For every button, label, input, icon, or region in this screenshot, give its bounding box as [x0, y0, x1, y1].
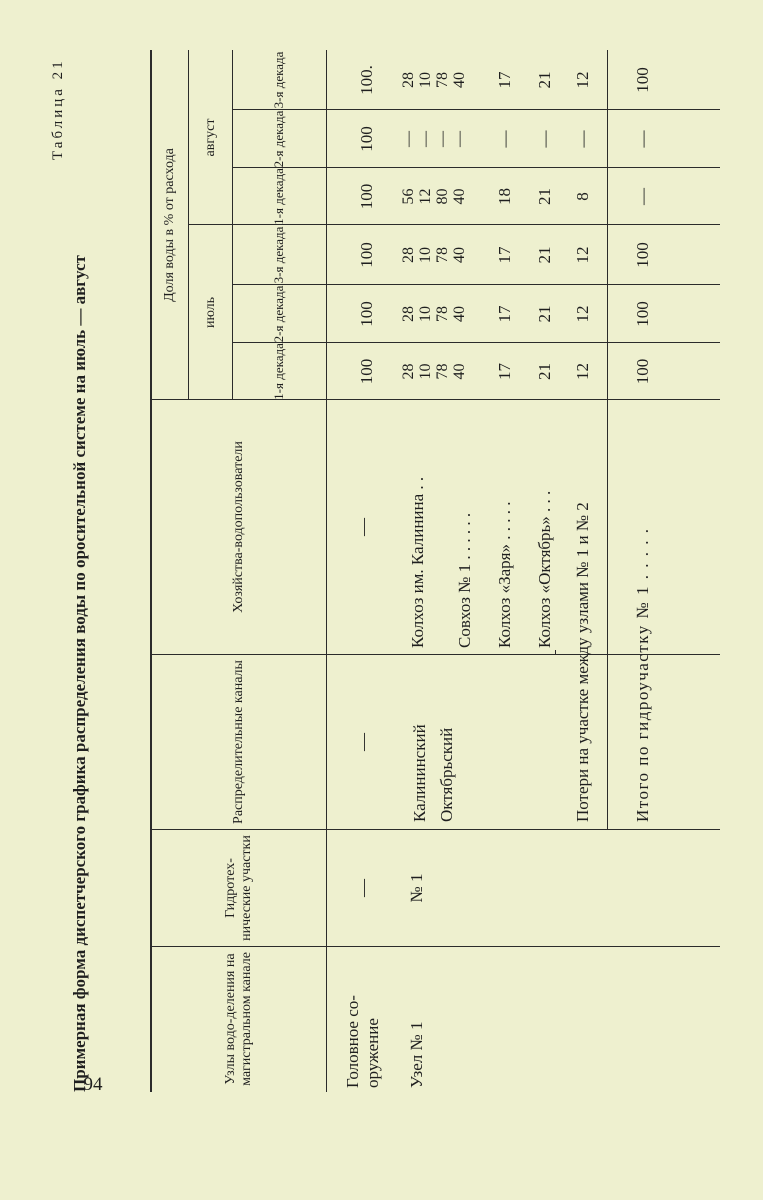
stack-jul2-v3: 78 — [434, 306, 451, 322]
stack-jul1-v4: 40 — [451, 363, 468, 380]
total-top-rule — [607, 50, 608, 830]
stack-aug1-v1: 56 — [400, 188, 417, 205]
header-sections: Гидротех-нические участки — [222, 835, 254, 941]
header-canals: Распределительные каналы — [230, 660, 246, 824]
row-head-aug3: 100. — [357, 65, 376, 95]
stack-jul3-v2: 10 — [417, 247, 434, 263]
oktyabr-aug3: 21 — [535, 71, 554, 89]
header-users: Хозяйства-водопользователи — [230, 441, 246, 613]
stack-aug3-v2: 10 — [417, 72, 434, 88]
stack-aug2-v3: — — [434, 131, 451, 147]
col-rule-1 — [150, 946, 720, 947]
row-head-jul1: 100 — [357, 358, 376, 385]
canal-kalininsky: Калининский — [410, 724, 429, 822]
stack-aug1-v3: 80 — [434, 188, 451, 205]
farm-oktyabr: Колхоз «Октябрь» . . . — [535, 490, 554, 648]
stack-jul3-v1: 28 — [400, 247, 417, 263]
stack-jul2-v1: 28 — [400, 306, 417, 322]
header-aug-dec2: 2-я декада — [270, 110, 286, 168]
col-rule-2 — [150, 829, 720, 830]
stack-aug3 — [400, 50, 468, 110]
row-head-aug2: 100 — [357, 126, 376, 152]
header-jul-dec3: 3-я декада — [270, 226, 286, 284]
row-node1-section: № 1 — [407, 873, 426, 903]
losses-jul1: 12 — [573, 363, 592, 380]
zarya-aug1: 18 — [495, 188, 514, 205]
oktyabr-jul1: 21 — [535, 363, 554, 380]
total-aug1: — — [633, 188, 652, 205]
farm-zarya: Колхоз «Заря» . . . . . — [495, 501, 514, 648]
row-head-canal: — — [352, 733, 373, 751]
farm-kalinin: Колхоз им. Калинина . . — [408, 476, 427, 648]
oktyabr-aug2: — — [535, 130, 554, 148]
stack-jul3-v3: 78 — [434, 247, 451, 263]
stack-aug2 — [400, 110, 468, 168]
share-header-rule — [188, 50, 189, 400]
total-aug3: 100 — [633, 67, 652, 93]
page-number: 94 — [83, 1074, 103, 1095]
stack-jul3 — [400, 225, 468, 285]
header-bottom-rule — [326, 50, 327, 1092]
header-share: Доля воды в % от расхода — [161, 148, 177, 302]
total-jul2: 100 — [633, 301, 652, 327]
losses-aug3: 12 — [573, 71, 592, 89]
stack-jul2-v2: 10 — [417, 306, 434, 322]
losses-aug1: 8 — [573, 192, 592, 201]
row-head-jul3: 100 — [357, 242, 376, 268]
row-head-jul2: 100 — [357, 301, 376, 327]
stack-jul1-v1: 28 — [400, 363, 417, 380]
table-label: Таблица 21 — [50, 58, 66, 160]
row-head-node: Головное со-оружение — [343, 995, 382, 1088]
losses-aug2: — — [573, 130, 592, 148]
zarya-aug3: 17 — [495, 71, 514, 89]
losses-jul3: 12 — [573, 246, 592, 264]
header-nodes: Узлы водо-деления на магистральном канале — [222, 952, 254, 1086]
total-label: Итого по гидроучастку № 1 . . . . . — [633, 527, 652, 822]
stack-jul1 — [400, 343, 468, 400]
row-head-section: — — [352, 879, 373, 897]
total-jul1: 100 — [633, 358, 652, 385]
losses-jul2: 12 — [573, 305, 592, 323]
oktyabr-jul2: 21 — [535, 305, 554, 323]
table-title: Примерная форма диспетчерского графика распределения воды по оросительной системе на июль — август — [70, 255, 89, 1092]
canal-oktyabrsky: Октябрьский — [437, 727, 456, 822]
stack-jul1-v2: 10 — [417, 363, 434, 380]
header-aug-dec1: 1-я декада — [270, 168, 286, 225]
header-aug-dec3: 3-я декада — [270, 51, 286, 109]
stack-aug2-v2: — — [417, 131, 434, 147]
stack-aug1 — [400, 168, 468, 225]
stack-aug3-v4: 40 — [451, 72, 468, 88]
header-july: июль — [202, 297, 218, 328]
zarya-jul1: 17 — [495, 363, 514, 380]
stack-aug2-v1: — — [400, 131, 417, 147]
row-node1-label: Узел № 1 — [407, 1021, 426, 1088]
stack-jul1-v3: 78 — [434, 363, 451, 380]
total-aug2: — — [633, 130, 652, 148]
farm-sovkhoz-1: Совхоз № 1 . . . . . . — [455, 512, 474, 648]
zarya-aug2: — — [495, 130, 514, 148]
stack-aug1-v2: 12 — [417, 188, 434, 205]
stack-aug3-v3: 78 — [434, 72, 451, 88]
row-head-aug1: 100 — [357, 183, 376, 210]
losses-label: Потери на участке между узлами № 1 и № 2 — [573, 502, 592, 822]
header-jul-dec2: 2-я декада — [270, 285, 286, 343]
stack-aug3-v1: 28 — [400, 72, 417, 88]
total-jul3: 100 — [633, 242, 652, 268]
stack-jul3-v4: 40 — [451, 247, 468, 263]
farm-oktyabr-tick — [555, 650, 556, 655]
header-jul-dec1: 1-я декада — [270, 343, 286, 400]
oktyabr-aug1: 21 — [535, 188, 554, 205]
header-august: август — [202, 118, 218, 157]
stack-aug1-v4: 40 — [451, 188, 468, 205]
stack-aug2-v4: — — [451, 131, 468, 147]
oktyabr-jul3: 21 — [535, 246, 554, 264]
zarya-jul3: 17 — [495, 246, 514, 264]
zarya-jul2: 17 — [495, 305, 514, 323]
stack-jul2 — [400, 285, 468, 343]
row-head-user: — — [352, 518, 373, 536]
stack-jul2-v4: 40 — [451, 306, 468, 322]
